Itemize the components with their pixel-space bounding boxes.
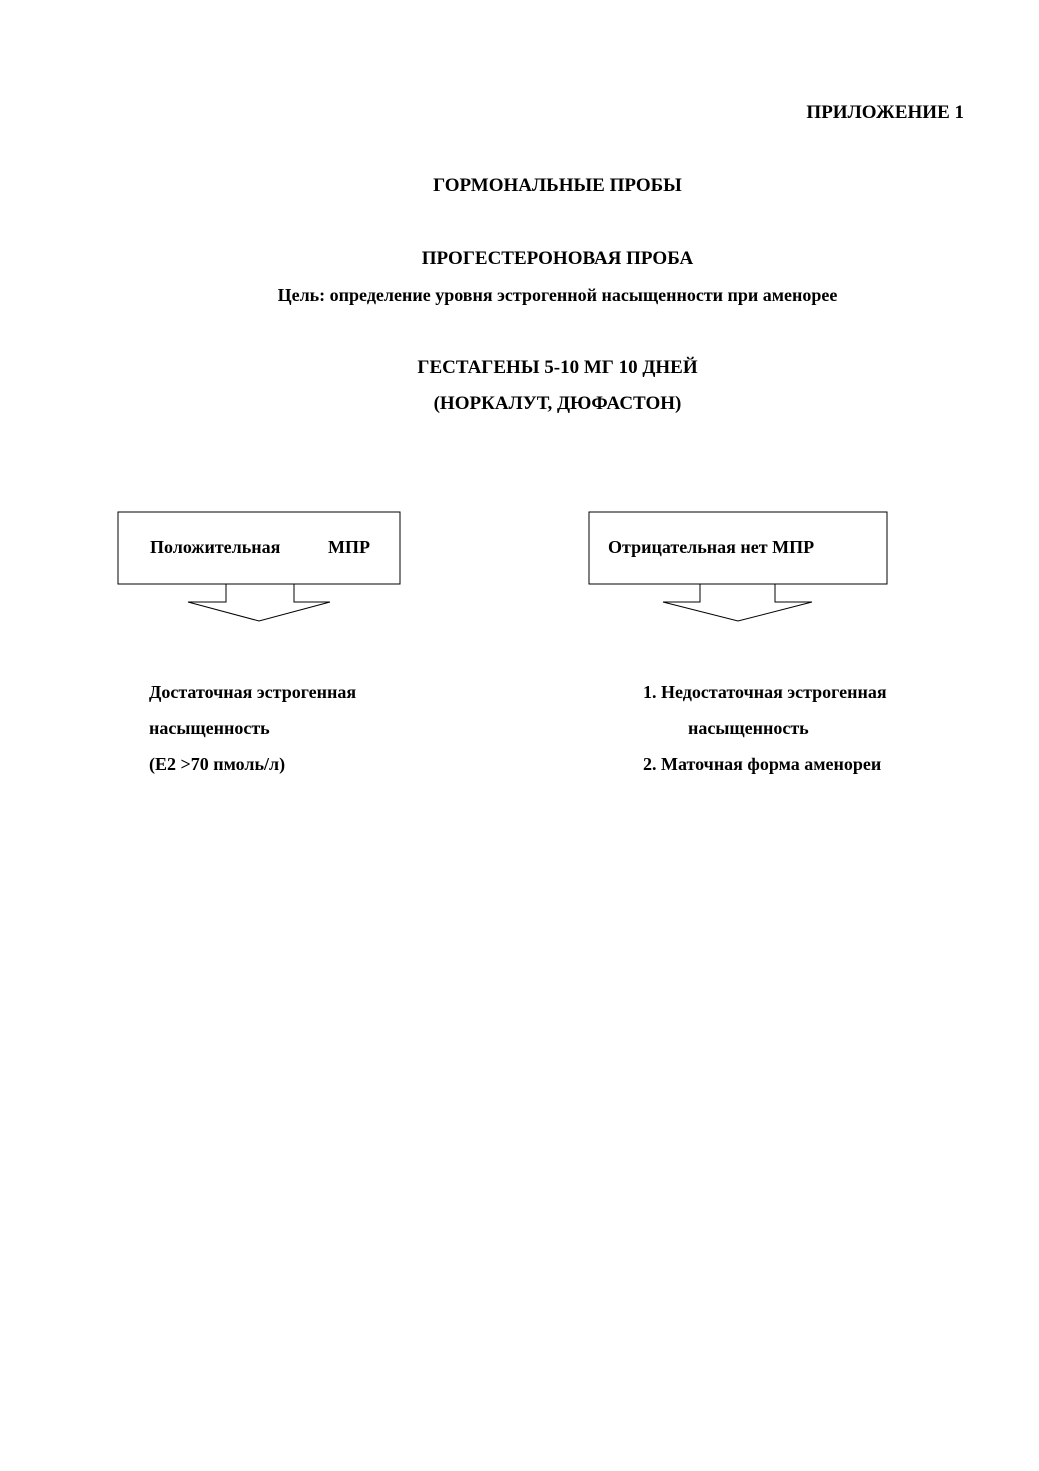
negative-label: Отрицательная нет МПР [608, 537, 815, 557]
positive-label-word: Положительная [150, 537, 281, 557]
test-goal: Цель: определение уровня эстрогенной насыщенности при аменорее [277, 285, 838, 305]
positive-result-line: насыщенность [149, 718, 270, 738]
drug-regimen: ГЕСТАГЕНЫ 5-10 МГ 10 ДНЕЙ [417, 357, 698, 378]
page-title: ГОРМОНАЛЬНЫЕ ПРОБЫ [433, 175, 682, 196]
positive-label-abbr: МПР [328, 537, 370, 557]
negative-result-line: 2. Маточная форма аменореи [643, 754, 882, 774]
negative-result-line: 1. Недостаточная эстрогенная [643, 682, 887, 702]
positive-result-line: Достаточная эстрогенная [149, 682, 357, 702]
test-name: ПРОГЕСТЕРОНОВАЯ ПРОБА [421, 248, 694, 269]
drug-examples: (НОРКАЛУТ, ДЮФАСТОН) [433, 393, 682, 414]
appendix-label: ПРИЛОЖЕНИЕ 1 [806, 102, 964, 123]
negative-result-line: насыщенность [688, 718, 809, 738]
positive-arrow-icon [188, 584, 330, 621]
negative-arrow-icon [663, 584, 812, 621]
positive-result-line: (Е2 >70 пмоль/л) [149, 754, 286, 774]
